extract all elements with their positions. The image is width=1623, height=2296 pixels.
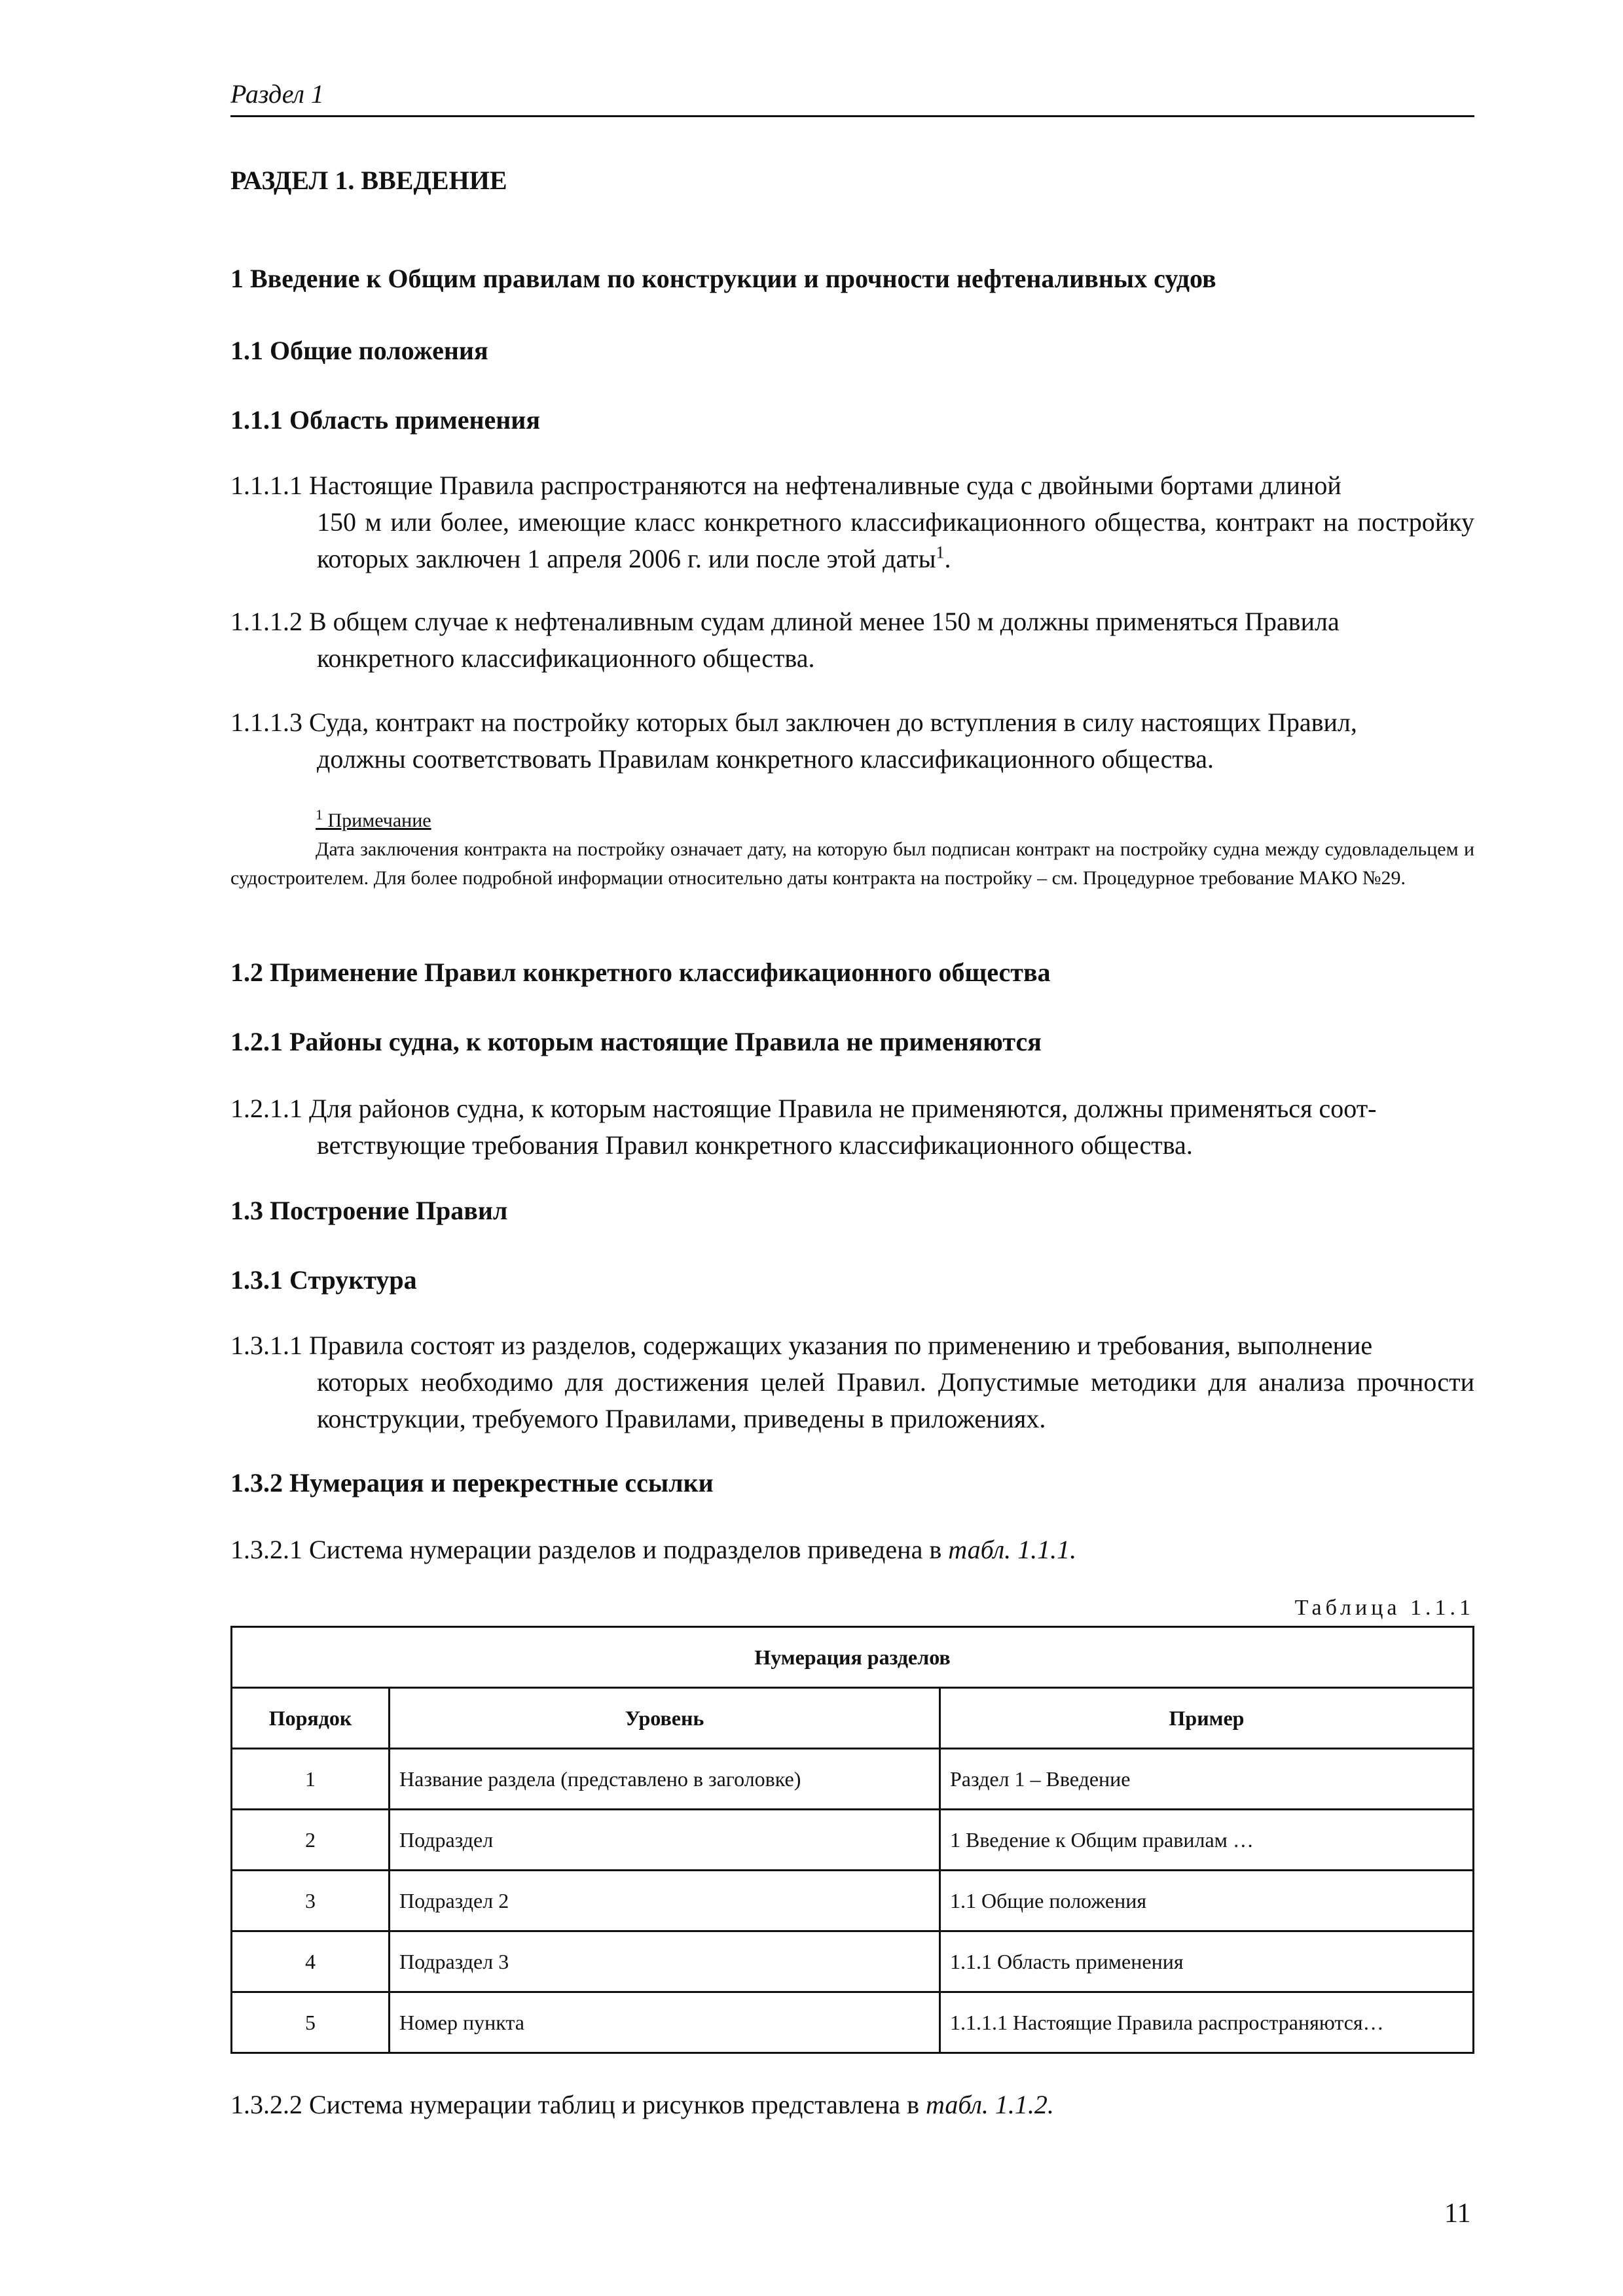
header-rule — [230, 115, 1474, 117]
paragraph-body: которых необходимо для достижения целей Правил. Допустимые методики для анализа прочности конструкции, требуемого Правилами, приведены в приложениях. — [317, 1367, 1474, 1433]
table-cell-order: 4 — [232, 1931, 390, 1992]
table-cell-level: Номер пункта — [390, 1992, 940, 2053]
running-header: Раздел 1 — [230, 79, 324, 109]
paragraph-1-3-2-1 — [230, 1532, 1474, 1568]
table-row — [232, 1749, 1474, 1810]
paragraph-text: 1.3.2.1 Система нумерации разделов и подразделов приведена в — [230, 1535, 949, 1564]
paragraph-1-3-2-2 — [230, 2087, 1474, 2123]
paragraph-body: конкретного классификационного общества. — [317, 643, 815, 673]
table-cell-example: 1.1.1.1 Настоящие Правила распространяются… — [940, 1992, 1474, 2053]
table-cell-order: 1 — [232, 1749, 390, 1810]
paragraph-body: должны соответствовать Правилам конкретного классификационного общества. — [317, 744, 1214, 774]
paragraph-body: ветствующие требования Правил конкретного классификационного общества. — [317, 1130, 1193, 1160]
table-cell-level: Подраздел 2 — [390, 1871, 940, 1931]
paragraph-end: . — [944, 544, 951, 573]
table-row — [232, 1992, 1474, 2053]
paragraph-1-3-1-1 — [230, 1327, 1474, 1437]
table-caption: Таблица 1.1.1 — [1294, 1596, 1474, 1620]
heading-1-1-1: 1.1.1 Область применения — [230, 405, 540, 435]
column-header-order: Порядок — [232, 1688, 390, 1749]
paragraph-first-line: 1.3.1.1 Правила состоят из разделов, содержащих указания по применению и требования, выполнение — [230, 1331, 1373, 1360]
column-header-example: Пример — [940, 1688, 1474, 1749]
paragraph-text: 1.3.2.2 Система нумерации таблиц и рисунков представлена в — [230, 2090, 926, 2119]
table-row — [232, 1871, 1474, 1931]
paragraph-1-1-1-2 — [230, 603, 1474, 677]
heading-1-1: 1.1 Общие положения — [230, 336, 488, 365]
footnote-text: Дата заключения контракта на постройку означает дату, на которую был подписан контракт на постройку судна между судовладельцем и судостроителем. Для более подробной информации относительно даты контракта на постройку – см. Процедурное требование МАКО №29. — [230, 838, 1474, 889]
table-cell-level: Название раздела (представлено в заголовке) — [390, 1749, 940, 1810]
paragraph-1-1-1-1 — [230, 467, 1474, 577]
heading-1-2: 1.2 Применение Правил конкретного классификационного общества — [230, 958, 1051, 987]
table-row — [232, 1931, 1474, 1992]
table-reference-link[interactable]: табл. 1.1.1. — [948, 1535, 1077, 1564]
paragraph-first-line: 1.2.1.1 Для районов судна, к которым настоящие Правила не применяются, должны применяться соот- — [230, 1094, 1377, 1123]
table-cell-level: Подраздел — [390, 1810, 940, 1871]
heading-1: 1 Введение к Общим правилам по конструкции и прочности нефтеналивных судов — [230, 264, 1216, 293]
heading-1-3-1: 1.3.1 Структура — [230, 1265, 417, 1295]
footnote-title: Примечание — [327, 810, 431, 831]
page-number: 11 — [1444, 2198, 1471, 2229]
paragraph-text: 150 м или более, имеющие класс конкретного классификационного общества, контракт на постройку которых заключен 1 апреля 2006 г. или после этой даты — [317, 507, 1474, 573]
table-cell-order: 3 — [232, 1871, 390, 1931]
footnote-marker: 1 — [316, 806, 323, 823]
chapter-title: РАЗДЕЛ 1. ВВЕДЕНИЕ — [230, 166, 507, 195]
table-cell-level: Подраздел 3 — [390, 1931, 940, 1992]
footnote-ref: 1 — [936, 543, 945, 562]
paragraph-1-1-1-3 — [230, 704, 1474, 778]
footnote-title-wrap — [316, 806, 431, 831]
paragraph-first-line: 1.1.1.2 В общем случае к нефтеналивным судам длиной менее 150 м должны применяться Правила — [230, 607, 1340, 636]
numbering-table — [230, 1626, 1474, 2054]
table-cell-example: 1 Введение к Общим правилам … — [940, 1810, 1474, 1871]
table-cell-order: 2 — [232, 1810, 390, 1871]
table-row — [232, 1810, 1474, 1871]
heading-1-3-2: 1.3.2 Нумерация и перекрестные ссылки — [230, 1468, 714, 1498]
paragraph-1-2-1-1 — [230, 1090, 1474, 1164]
column-header-level: Уровень — [390, 1688, 940, 1749]
table-cell-example: 1.1 Общие положения — [940, 1871, 1474, 1931]
table-cell-order: 5 — [232, 1992, 390, 2053]
paragraph-first-line: 1.1.1.1 Настоящие Правила распространяются на нефтеналивные суда с двойными бортами длиной — [230, 471, 1341, 500]
table-cell-example: Раздел 1 – Введение — [940, 1749, 1474, 1810]
table-cell-example: 1.1.1 Область применения — [940, 1931, 1474, 1992]
table-title: Нумерация разделов — [232, 1627, 1474, 1688]
table-reference-link[interactable]: табл. 1.1.2. — [925, 2090, 1054, 2119]
footnote — [230, 806, 1474, 893]
paragraph-first-line: 1.1.1.3 Суда, контракт на постройку которых был заключен до вступления в силу настоящих Правил, — [230, 708, 1357, 737]
heading-1-2-1: 1.2.1 Районы судна, к которым настоящие Правила не применяются — [230, 1027, 1042, 1056]
heading-1-3: 1.3 Построение Правил — [230, 1196, 508, 1225]
paragraph-body — [317, 504, 1474, 577]
